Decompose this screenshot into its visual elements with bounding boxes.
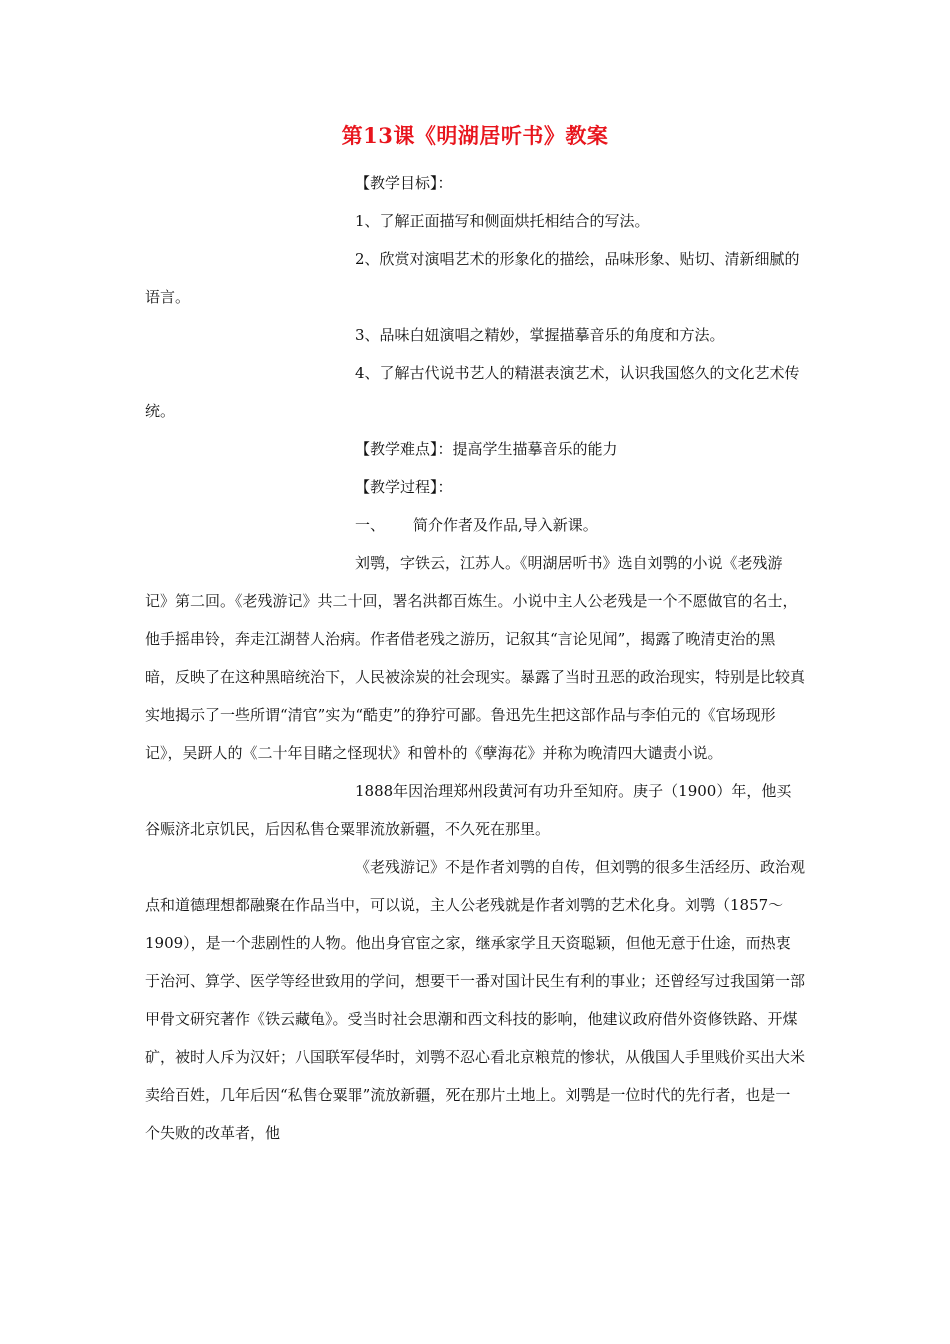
- difficulty-line: 【教学难点】：提高学生描摹音乐的能力: [355, 440, 618, 458]
- paragraph-career: 1888年因治理郑州段黄河有功升至知府。庚子（1900）年，他买谷赈济北京饥民，后因私售仓粟罪流放新疆，不久死在那里。: [145, 782, 792, 838]
- paragraph-biography: 《老残游记》不是作者刘鹗的自传，但刘鹗的很多生活经历、政治观点和道德理想都融聚在作品当中，可以说，主人公老残就是作者刘鹗的艺术化身。刘鹗（1857～1909），是一个悲剧性的人物。他出身官宦之家，继承家学且天资聪颖，但他无意于仕途，而热衷于治河、算学、医学等经世致用的学问，想要干一番对国计民生有利的事业；还曾经写过我国第一部甲骨文研究著作《铁云藏龟》。受当时社会思潮和西文科技的影响，他建议政府借外资修铁路、开煤矿，被时人斥为汉奸；八国联军侵华时，刘鹗不忍心看北京粮荒的惨状，从俄国人手里贱价买出大米卖给百姓，几年后因“私售仓粟罪”流放新疆，死在那片土地上。刘鹗是一位时代的先行者，也是一个失败的改革者，他: [145, 858, 806, 1142]
- paragraph-author-intro: 刘鹗，字铁云，江苏人。《明湖居听书》选自刘鹗的小说《老残游记》第二回。《老残游记》共二十回，署名洪都百炼生。小说中主人公老残是一个不愿做官的名士，他手摇串铃，奔走江湖替人治病。作者借老残之游历，记叙其“言论见闻”，揭露了晚清吏治的黑暗，反映了在这种黑暗统治下，人民被涂炭的社会现实。暴露了当时丑恶的政治现实，特别是比较真实地揭示了一些所谓“清官”实为“酷吏”的狰狞可鄙。鲁迅先生把这部作品与李伯元的《官场现形记》，吴趼人的《二十年目睹之怪现状》和曾朴的《孽海花》并称为晚清四大谴责小说。: [145, 554, 806, 762]
- objective-item-1: 1、了解正面描写和侧面烘托相结合的写法。: [355, 212, 650, 230]
- objective-item-3: 3、品味白妞演唱之精妙，掌握描摹音乐的角度和方法。: [355, 326, 725, 344]
- process-heading: 【教学过程】：: [355, 478, 453, 496]
- document-title: 第13课《明湖居听书》教案: [341, 123, 609, 148]
- objectives-heading: 【教学目标】：: [355, 174, 453, 192]
- section-title: 简介作者及作品,导入新课。: [413, 516, 598, 534]
- section-number: 一、: [355, 516, 386, 534]
- objective-item-4: 4、了解古代说书艺人的精湛表演艺术，认识我国悠久的文化艺术传统。: [145, 364, 800, 420]
- section-heading-1: [145, 506, 805, 544]
- document-body: [145, 164, 805, 1152]
- objective-item-2: 2、欣赏对演唱艺术的形象化的描绘，品味形象、贴切、清新细腻的语言。: [145, 250, 800, 306]
